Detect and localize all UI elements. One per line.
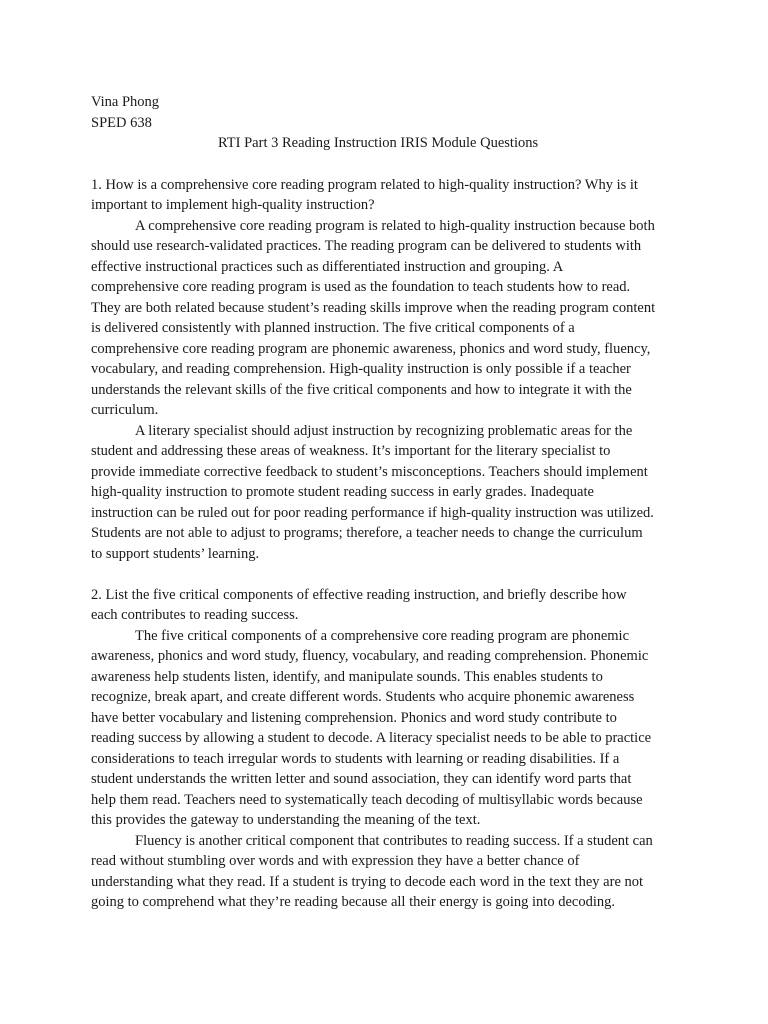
- answer-2-paragraph-1-line: The five critical components of a comprehensive core reading program are phonemic: [135, 628, 629, 644]
- answer-1-paragraph-1-line: effective instructional practices such as differentiated instruction and grouping. A: [91, 259, 564, 275]
- answer-1-paragraph-1-line: A comprehensive core reading program is related to high-quality instruction because both: [135, 218, 655, 234]
- answer-1-paragraph-2-line: instruction can be ruled out for poor reading performance if high-quality instruction was utilized.: [91, 505, 654, 521]
- answer-1-paragraph-2-line: Students are not able to adjust to programs; therefore, a teacher needs to change the curriculum: [91, 525, 643, 541]
- answer-2-paragraph-1-line: student understands the written letter and sound association, they can identify word parts that: [91, 771, 632, 787]
- answer-2-paragraph-1-line: recognize, break apart, and create different words. Students who acquire phonemic awareness: [91, 689, 635, 705]
- answer-1-paragraph-1-line: understands the relevant skills of the five critical components and how to integrate it with the: [91, 382, 632, 398]
- answer-1-paragraph-2-line: to support students’ learning.: [91, 546, 260, 562]
- answer-1-paragraph-1-line: They are both related because student’s reading skills improve when the reading program content: [91, 300, 656, 316]
- answer-1-paragraph-1-line: comprehensive core reading program are phonemic awareness, phonics and word study, fluency,: [91, 341, 651, 357]
- answer-1-paragraph-2-line: student and addressing these areas of weakness. It’s important for the literary specialist to: [91, 443, 611, 459]
- answer-1-paragraph-1-line: curriculum.: [91, 402, 159, 418]
- answer-1-paragraph-2-line: high-quality instruction to promote student reading success in early grades. Inadequate: [91, 484, 594, 500]
- course-code: SPED 638: [91, 115, 152, 131]
- answer-2-paragraph-2-line: Fluency is another critical component that contributes to reading success. If a student can: [135, 833, 653, 849]
- answer-1-paragraph-2-line: A literary specialist should adjust instruction by recognizing problematic areas for the: [135, 423, 633, 439]
- question-1-line: important to implement high-quality instruction?: [91, 197, 375, 213]
- answer-2-paragraph-1-line: considerations to teach irregular words to students with learning or reading disabilities. If a: [91, 751, 620, 767]
- answer-1-paragraph-1-line: is delivered consistently with planned instruction. The five critical components of a: [91, 320, 575, 336]
- question-2-line: 2. List the five critical components of effective reading instruction, and briefly describe how: [91, 587, 627, 603]
- answer-2-paragraph-2-line: going to comprehend what they’re reading because all their energy is going into decoding.: [91, 894, 615, 910]
- answer-2-paragraph-2-line: read without stumbling over words and with expression they have a better chance of: [91, 853, 580, 869]
- answer-1-paragraph-1-line: should use research-validated practices. The reading program can be delivered to students with: [91, 238, 642, 254]
- answer-2-paragraph-1-line: help them read. Teachers need to systematically teach decoding of multisyllabic words because: [91, 792, 643, 808]
- question-2-line: each contributes to reading success.: [91, 607, 299, 623]
- answer-1-paragraph-1-line: vocabulary, and reading comprehension. High-quality instruction is only possible if a teacher: [91, 361, 631, 377]
- answer-2-paragraph-1-line: reading success by allowing a student to decode. A literacy specialist needs to be able to practice: [91, 730, 652, 746]
- author-name: Vina Phong: [91, 94, 160, 110]
- document-title: RTI Part 3 Reading Instruction IRIS Module Questions: [218, 135, 539, 151]
- question-1-line: 1. How is a comprehensive core reading program related to high-quality instruction? Why is it: [91, 177, 638, 193]
- answer-2-paragraph-1-line: have better vocabulary and listening comprehension. Phonics and word study contribute to: [91, 710, 617, 726]
- answer-2-paragraph-1-line: this provides the gateway to understanding the meaning of the text.: [91, 812, 481, 828]
- answer-2-paragraph-2-line: understanding what they read. If a student is trying to decode each word in the text they are not: [91, 874, 644, 890]
- answer-2-paragraph-1-line: awareness help students listen, identify, and manipulate sounds. This enables students to: [91, 669, 603, 685]
- answer-1-paragraph-2-line: provide immediate corrective feedback to student’s misconceptions. Teachers should implement: [91, 464, 648, 480]
- answer-2-paragraph-1-line: awareness, phonics and word study, fluency, vocabulary, and reading comprehension. Phonemic: [91, 648, 649, 664]
- answer-1-paragraph-1-line: comprehensive core reading program is used as the foundation to teach students how to read.: [91, 279, 631, 295]
